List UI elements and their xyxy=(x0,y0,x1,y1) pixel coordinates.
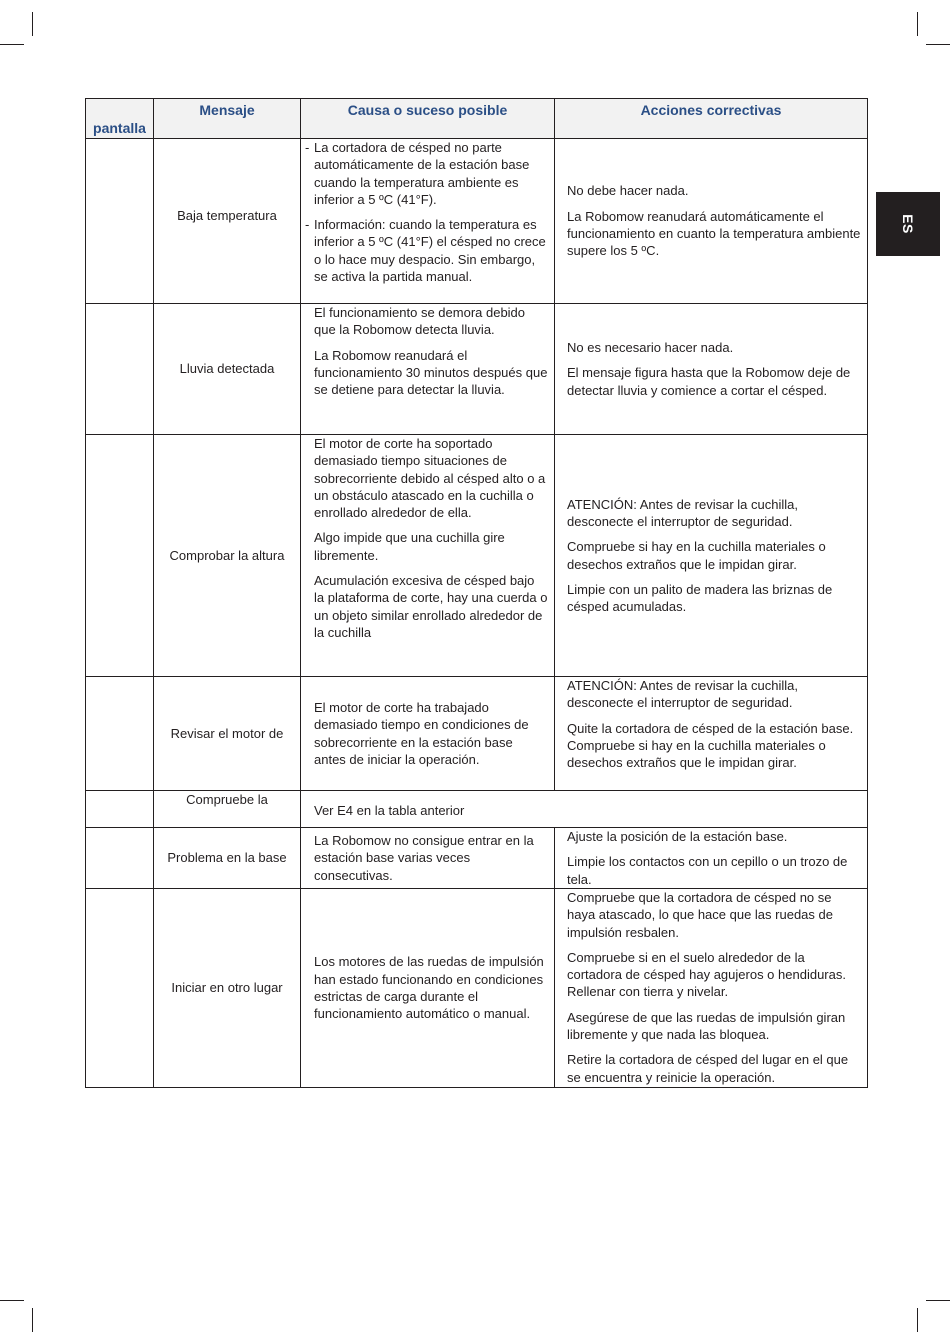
cell-causa xyxy=(301,435,555,677)
header-acciones: Acciones correctivas xyxy=(555,99,868,139)
paragraph: El motor de corte ha trabajado demasiado tiempo en condiciones de sobrecorriente en la estación base antes de iniciar la operación. xyxy=(314,699,529,767)
crop-mark xyxy=(917,12,918,36)
paragraph: Compruebe si hay en la cuchilla materiales o desechos extraños que le impidan girar. xyxy=(567,539,826,572)
paragraph: No es necesario hacer nada. xyxy=(567,340,734,356)
paragraph: Limpie con un palito de madera las briznas de césped acumuladas. xyxy=(567,581,833,615)
list-item: - La cortadora de césped no parte automáticamente de la estación base cuando la temperatura ambiente es inferior a 5 ºC (41°F). xyxy=(305,140,530,207)
table-row xyxy=(86,677,868,791)
table-row xyxy=(86,889,868,1088)
paragraph: Acumulación excesiva de césped bajo la plataforma de corte, hay una cuerda o un objeto similar enrollado alrededor de la cuchilla xyxy=(314,573,548,640)
crop-mark xyxy=(926,44,950,45)
crop-mark xyxy=(32,1308,33,1332)
cell-acciones xyxy=(555,677,868,791)
header-mensaje: Mensaje xyxy=(154,99,301,139)
paragraph: Quite la cortadora de césped de la estación base. Compruebe si hay en la cuchilla materiales o desechos extraños que le impidan girar. xyxy=(567,720,854,771)
cell-acciones xyxy=(555,889,868,1088)
table-row xyxy=(86,304,868,435)
cell-acciones xyxy=(555,828,868,889)
paragraph: El mensaje figura hasta que la Robomow deje de detectar lluvia y comience a cortar el césped. xyxy=(567,365,851,398)
paragraph: Algo impide que una cuchilla gire libremente. xyxy=(314,530,505,563)
language-tab-label: ES xyxy=(900,214,916,234)
cell-pantalla xyxy=(86,889,154,1088)
crop-mark xyxy=(917,1308,918,1332)
paragraph: Compruebe si en el suelo alrededor de la cortadora de césped hay agujeros o hendiduras. Rellenar con tierra y nivelar. xyxy=(567,949,846,1000)
paragraph: Asegúrese de que las ruedas de impulsión giran libremente y que nada las bloquea. xyxy=(567,1009,846,1043)
list-item: - Información: cuando la temperatura es inferior a 5 ºC (41°F) el césped no crece o lo hace muy despacio. Sin embargo, se activa la partida manual. xyxy=(305,217,546,285)
paragraph: ATENCIÓN: Antes de revisar la cuchilla, desconecte el interruptor de seguridad. xyxy=(567,678,798,711)
cell-pantalla xyxy=(86,791,154,828)
table-row xyxy=(86,791,868,828)
cell-pantalla xyxy=(86,435,154,677)
cell-causa xyxy=(301,889,555,1088)
paragraph: Los motores de las ruedas de impulsión han estado funcionando en condiciones estrictas de carga durante el funcionamiento automático o manual. xyxy=(314,954,544,1022)
table-row xyxy=(86,139,868,304)
cell-mensaje: Iniciar en otro lugar xyxy=(154,889,301,1088)
crop-mark xyxy=(0,44,24,45)
cell-acciones xyxy=(555,139,868,304)
crop-mark xyxy=(926,1300,950,1301)
paragraph: Limpie los contactos con un cepillo o un trozo de tela. xyxy=(567,854,848,887)
language-tab xyxy=(876,192,940,256)
paragraph: La Robomow reanudará automáticamente el funcionamiento en cuanto la temperatura ambiente supere los 5 ºC. xyxy=(567,208,861,259)
cell-pantalla xyxy=(86,139,154,304)
cell-causa-merged: Ver E4 en la tabla anterior xyxy=(301,791,868,828)
paragraph: ATENCIÓN: Antes de revisar la cuchilla, desconecte el interruptor de seguridad. xyxy=(567,496,798,529)
cell-mensaje: Lluvia detectada xyxy=(154,304,301,435)
paragraph: Retire la cortadora de césped del lugar en el que se encuentra y reinicie la operación. xyxy=(567,1052,849,1085)
cell-causa xyxy=(301,677,555,791)
cell-mensaje: Revisar el motor de xyxy=(154,677,301,791)
cell-acciones xyxy=(555,304,868,435)
table-row xyxy=(86,435,868,677)
paragraph: El funcionamiento se demora debido que la Robomow detecta lluvia. xyxy=(314,305,526,338)
cell-mensaje: Problema en la base xyxy=(154,828,301,889)
table-header-row xyxy=(86,99,868,139)
header-pantalla: pantalla xyxy=(86,99,154,139)
crop-mark xyxy=(0,1300,24,1301)
cell-causa xyxy=(301,828,555,889)
cell-pantalla xyxy=(86,304,154,435)
table-row xyxy=(86,828,868,889)
cell-causa xyxy=(301,139,555,304)
paragraph: La Robomow reanudará el funcionamiento 30 minutos después que se detiene para detectar la lluvia. xyxy=(314,347,548,398)
cell-mensaje: Baja temperatura xyxy=(154,139,301,304)
cell-mensaje: Compruebe la xyxy=(154,791,301,828)
header-causa: Causa o suceso posible xyxy=(301,99,555,139)
paragraph: El motor de corte ha soportado demasiado tiempo situaciones de sobrecorriente debido al césped alto o a un obstáculo atascado en la cuchilla o enrollado alrededor de ella. xyxy=(314,436,546,521)
paragraph: No debe hacer nada. xyxy=(567,183,689,199)
crop-mark xyxy=(32,12,33,36)
cell-mensaje: Comprobar la altura xyxy=(154,435,301,677)
cell-pantalla xyxy=(86,828,154,889)
cell-causa xyxy=(301,304,555,435)
paragraph: La Robomow no consigue entrar en la estación base varias veces consecutivas. xyxy=(314,833,534,883)
paragraph: Compruebe que la cortadora de césped no se haya atascado, lo que hace que las ruedas de impulsión resbalen. xyxy=(567,890,833,940)
troubleshooting-table xyxy=(85,98,868,1088)
cell-acciones xyxy=(555,435,868,677)
cell-pantalla xyxy=(86,677,154,791)
paragraph: Ajuste la posición de la estación base. xyxy=(567,829,788,844)
